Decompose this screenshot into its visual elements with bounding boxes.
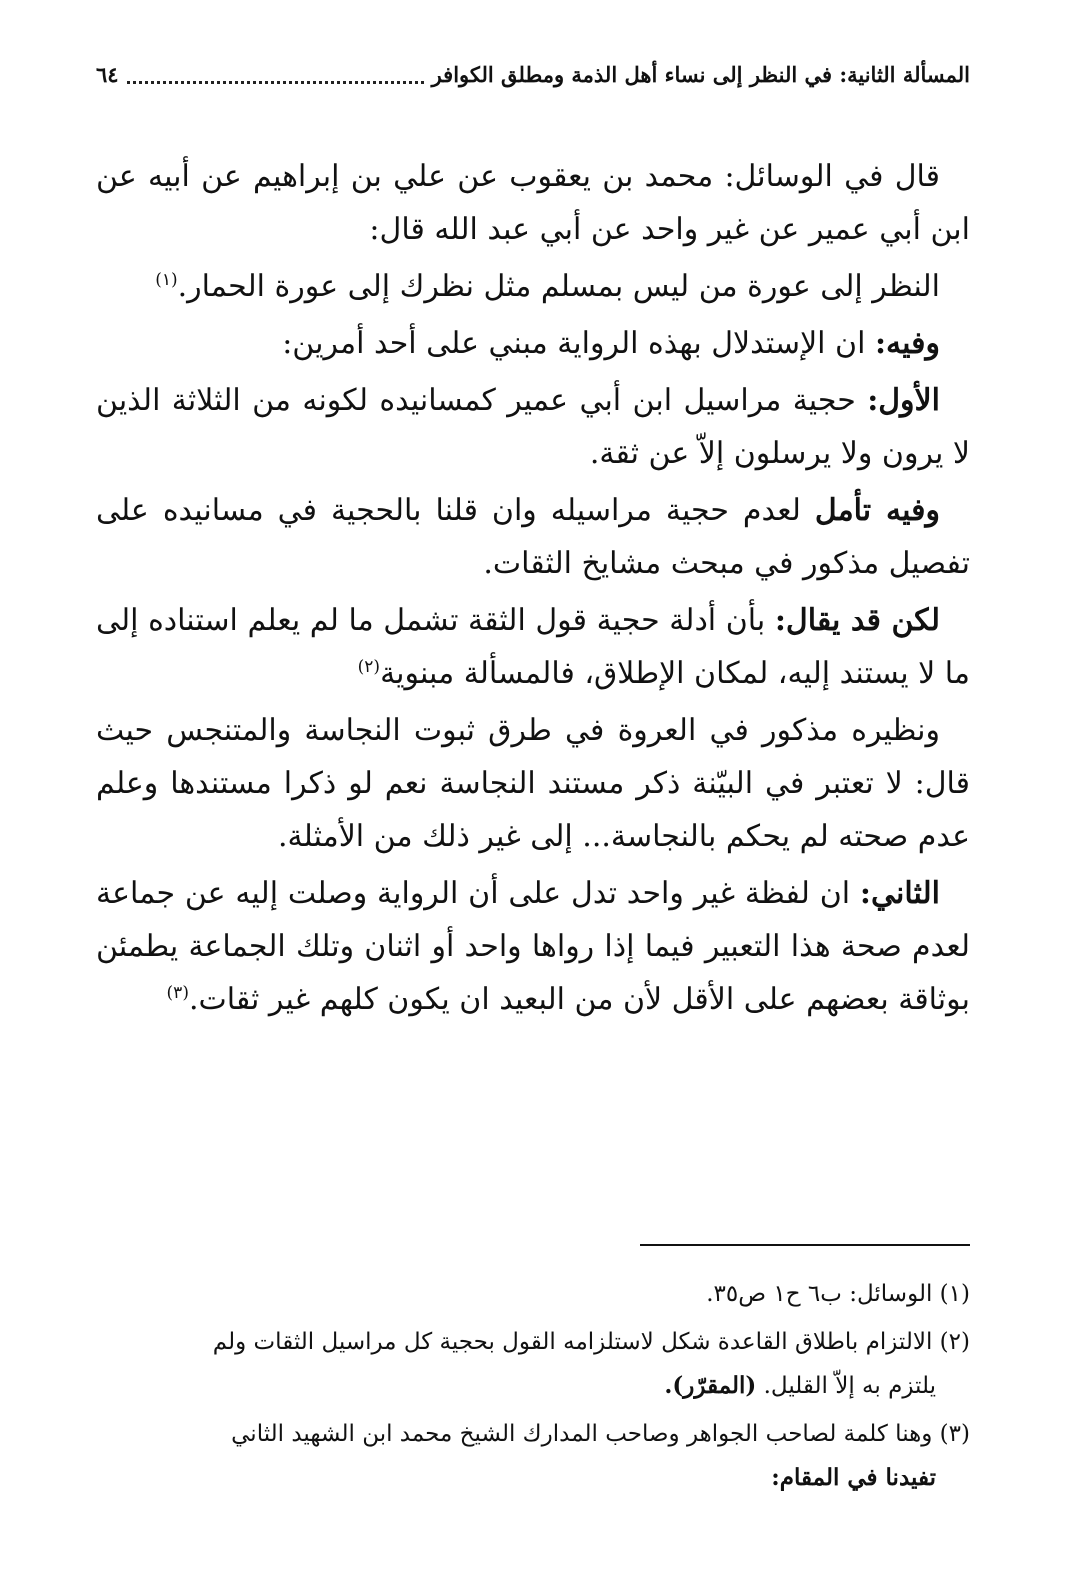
paragraph-2: النظر إلى عورة من ليس بمسلم مثل نظرك إلى عورة الحمار.$^{(١)}$ (155, 269, 940, 304)
paragraph-6-lead: لكن قد يقال: (774, 603, 941, 638)
paragraph-4-lead: الأول: (867, 383, 940, 418)
footnote-ref-1: (١) (155, 270, 178, 290)
paragraph-5-lead: وفيه تأمل (814, 493, 940, 528)
footnote-2: (٢) الالتزام باطلاق القاعدة شكل لاستلزامه القول بحجية كل مراسيل الثقات ولم يلتزم به إلاّ القليل. (المقرّر). (212, 1329, 970, 1399)
footnote-separator (640, 1244, 970, 1246)
footnote-2-author: (المقرّر). (664, 1372, 757, 1399)
paragraph-8: الثاني: ان لفظة غير واحد تدل على أن الرواية وصلت إليه عن جماعة لعدم صحة هذا التعبير فيما إذا رواها واحد أو اثنان وتلك الجماعة يطمئن بوثاقة بعضهم على الأقل لأن من البعيد ان يكون كلهم غير ثقات.$^{(٣)}$ (96, 876, 970, 1017)
paragraph-4: الأول: حجية مراسيل ابن أبي عمير كمسانيده لكونه من الثلاثة الذين لا يرون ولا يرسلون إلاّ عن ثقة. (96, 383, 970, 471)
footnote-ref-2: (٢) (357, 657, 381, 677)
footnotes (96, 1272, 970, 1504)
paragraph-1: قال في الوسائل: محمد بن يعقوب عن علي بن إبراهيم عن أبيه عن ابن أبي عمير عن غير واحد عن أبي عبد الله قال: (96, 159, 970, 247)
page-number: ٦٤ (96, 61, 119, 87)
header-title: المسألة الثانية: في النظر إلى نساء أهل الذمة ومطلق الكوافر (431, 61, 970, 87)
paragraph-3-lead: وفيه: (874, 326, 940, 361)
paragraph-7: ونظيره مذكور في العروة في طرق ثبوت النجاسة والمتنجس حيث قال: لا تعتبر في البيّنة ذكر مستند النجاسة نعم لو ذكرا مستندها وعلم عدم صحته لم يحكم بالنجاسة... إلى غير ذلك من الأمثلة. (96, 713, 970, 854)
running-header (96, 54, 970, 94)
footnote-1: (١) الوسائل: ب٦ ح١ ص٣٥. (706, 1281, 970, 1307)
header-leader-dots (127, 81, 424, 84)
footnote-3: (٣) وهنا كلمة لصاحب الجواهر وصاحب المدارك الشيخ محمد ابن الشهيد الثاني تفيدنا في المقام: (231, 1421, 970, 1491)
paragraph-3: وفيه: ان الإستدلال بهذه الرواية مبني على أحد أمرين: (282, 326, 940, 361)
paragraph-8-lead: الثاني: (859, 876, 940, 911)
footnote-ref-3: (٣) (166, 983, 189, 1003)
paragraph-5: وفيه تأمل لعدم حجية مراسيله وان قلنا بالحجية في مسانيده على تفصيل مذكور في مبحث مشايخ الثقات. (96, 493, 970, 581)
main-text (96, 150, 970, 1030)
paragraph-6: لكن قد يقال: بأن أدلة حجية قول الثقة تشمل ما لم يعلم استناده إلى ما لا يستند إليه، لمكان الإطلاق، فالمسألة مبنوية$^{(٢)}$ (96, 603, 970, 691)
